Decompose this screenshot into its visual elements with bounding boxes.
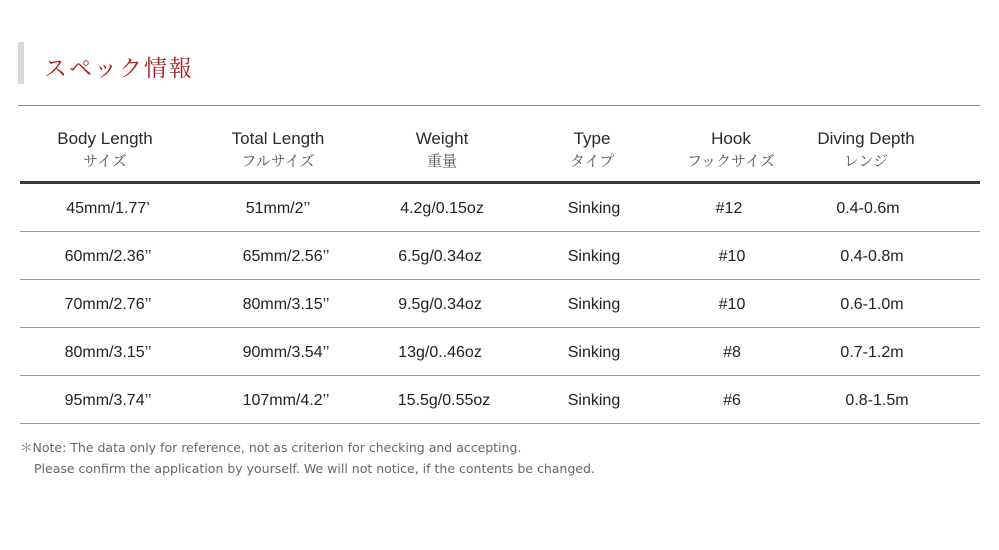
cell-body-length: 70mm/2.76’’	[64, 296, 152, 313]
cell-diving-depth: 0.4-0.6m	[836, 200, 900, 217]
col-header-total-length	[193, 128, 363, 172]
cell-total-length: 80mm/3.15’’	[242, 296, 330, 313]
cell-diving-depth: 0.4-0.8m	[840, 248, 904, 265]
cell-body-length: 45mm/1.77’	[66, 200, 150, 217]
col-header-jp: フックサイズ	[687, 152, 775, 170]
col-header-en: Diving Depth	[817, 129, 915, 148]
cell-type: Sinking	[567, 344, 621, 361]
col-header-jp: フルサイズ	[241, 152, 315, 170]
col-header-diving-depth	[781, 128, 951, 172]
page-title: スペック情報	[44, 56, 194, 82]
table-row	[20, 328, 980, 376]
col-header-en: Type	[573, 129, 611, 148]
col-header-body-length	[20, 128, 190, 172]
title-divider	[18, 105, 980, 106]
table-row	[20, 376, 980, 424]
cell-hook: #10	[718, 296, 746, 313]
cell-type: Sinking	[567, 392, 621, 409]
cell-type: Sinking	[567, 296, 621, 313]
cell-total-length: 65mm/2.56’’	[242, 248, 330, 265]
col-header-jp: サイズ	[83, 152, 127, 170]
cell-diving-depth: 0.6-1.0m	[840, 296, 904, 313]
col-header-en: Weight	[415, 129, 469, 148]
cell-total-length: 107mm/4.2’’	[242, 392, 330, 409]
disclaimer-note	[20, 437, 595, 479]
col-header-jp: 重量	[426, 152, 457, 170]
col-header-jp: レンジ	[843, 152, 889, 170]
table-row	[20, 232, 980, 280]
cell-hook: #8	[723, 344, 741, 361]
cell-hook: #6	[723, 392, 741, 409]
spec-table-body	[20, 184, 980, 424]
title-accent-bar	[18, 42, 24, 84]
cell-body-length: 80mm/3.15’’	[64, 344, 152, 361]
cell-weight: 13g/0..46oz	[398, 344, 482, 361]
col-header-en: Hook	[711, 129, 751, 148]
cell-diving-depth: 0.8-1.5m	[845, 392, 909, 409]
col-header-en: Body Length	[57, 129, 153, 148]
cell-total-length: 51mm/2’’	[245, 200, 311, 217]
col-header-weight	[357, 128, 527, 172]
col-header-jp: タイプ	[569, 152, 615, 170]
table-header	[20, 128, 980, 176]
table-row	[20, 184, 980, 232]
cell-weight: 4.2g/0.15oz	[400, 200, 484, 217]
cell-hook: #12	[715, 200, 743, 217]
cell-body-length: 60mm/2.36’’	[64, 248, 152, 265]
cell-hook: #10	[718, 248, 746, 265]
cell-type: Sinking	[567, 248, 621, 265]
cell-weight: 15.5g/0.55oz	[397, 392, 491, 409]
cell-total-length: 90mm/3.54’’	[242, 344, 330, 361]
note-line-1: ＊Note: The data only for reference, not as criterion for checking and accepting.	[20, 440, 522, 455]
note-line-2: Please confirm the application by yourself. We will not notice, if the contents be changed.	[34, 461, 595, 476]
table-row	[20, 280, 980, 328]
cell-weight: 6.5g/0.34oz	[398, 248, 482, 265]
col-header-en: Total Length	[231, 129, 325, 148]
cell-body-length: 95mm/3.74’’	[64, 392, 152, 409]
cell-diving-depth: 0.7-1.2m	[840, 344, 904, 361]
cell-type: Sinking	[567, 200, 621, 217]
cell-weight: 9.5g/0.34oz	[398, 296, 482, 313]
